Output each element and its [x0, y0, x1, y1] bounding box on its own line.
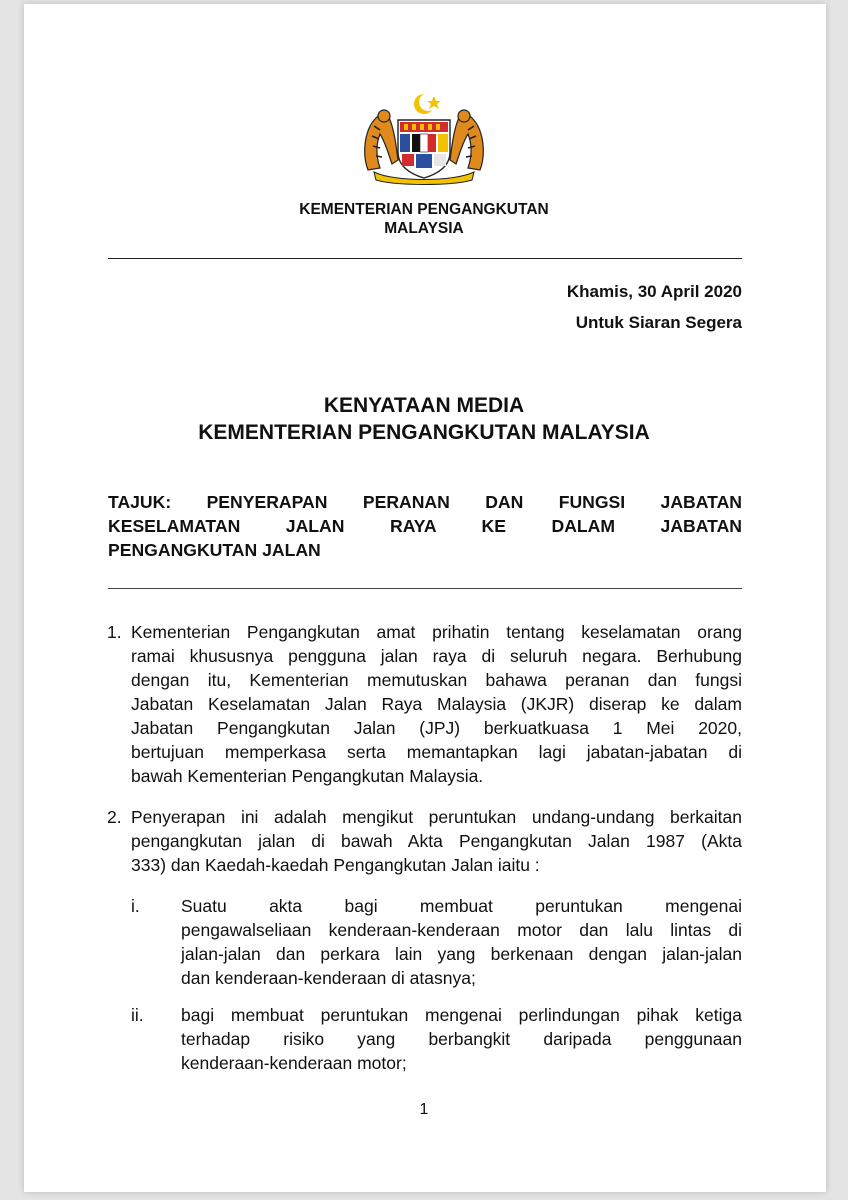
paragraph-line: Jabatan Keselamatan Jalan Raya Malaysia (JKJR) diserap ke dalam — [131, 694, 742, 714]
coat-of-arms-logo — [354, 90, 494, 186]
ministry-name-line2: MALAYSIA — [384, 220, 464, 237]
statement-heading-line2: KEMENTERIAN PENGANGKUTAN MALAYSIA — [198, 421, 650, 444]
subitem-line: kenderaan-kenderaan motor; — [181, 1053, 407, 1073]
paragraph-line: Penyerapan ini adalah mengikut peruntukan undang-undang berkaitan — [131, 807, 742, 827]
paragraph-line: bawah Kementerian Pengangkutan Malaysia. — [131, 766, 484, 786]
release-date: Khamis, 30 April 2020 — [566, 282, 742, 301]
ministry-name-line1: KEMENTERIAN PENGANGKUTAN — [299, 201, 549, 218]
paragraph-line: dengan itu, Kementerian memutuskan bahawa peranan dan fungsi — [131, 670, 742, 690]
paragraph-line: Jabatan Pengangkutan Jalan (JPJ) berkuatkuasa 1 Mei 2020, — [131, 718, 742, 738]
subject-title-line: KESELAMATAN JALAN RAYA KE DALAM JABATAN — [108, 516, 742, 536]
paragraph-line: ramai khususnya pengguna jalan raya di seluruh negara. Berhubung — [131, 646, 742, 666]
subitem-line: terhadap risiko yang berbangkit daripada penggunaan — [181, 1029, 742, 1049]
subitem-line: dan kenderaan-kenderaan di atasnya; — [181, 968, 476, 988]
page-number: 1 — [419, 1101, 429, 1118]
paragraph-number: 2. — [107, 807, 122, 827]
subject-title-line: TAJUK: PENYERAPAN PERANAN DAN FUNGSI JABATAN — [108, 492, 742, 512]
subitem-line: Suatu akta bagi membuat peruntukan mengenai — [181, 896, 742, 916]
subitem-line: pengawalseliaan kenderaan-kenderaan motor dan lalu lintas di — [181, 920, 742, 940]
subitem-number: ii. — [131, 1005, 144, 1025]
release-instruction: Untuk Siaran Segera — [575, 313, 742, 332]
subitem-number: i. — [131, 896, 140, 916]
subject-title-line: PENGANGKUTAN JALAN — [108, 540, 321, 560]
paragraph-line: bertujuan memperkasa serta memantapkan lagi jabatan-jabatan di — [131, 742, 742, 762]
title-divider — [108, 588, 742, 589]
paragraph-line: pengangkutan jalan di bawah Akta Pengangkutan Jalan 1987 (Akta — [131, 831, 742, 851]
header-divider — [108, 258, 742, 259]
paragraph-line: 333) dan Kaedah-kaedah Pengangkutan Jalan iaitu : — [131, 855, 540, 875]
subitem-line: jalan-jalan dan perkara lain yang berkenaan dengan jalan-jalan — [181, 944, 742, 964]
paragraph-number: 1. — [107, 622, 122, 642]
statement-heading-line1: KENYATAAN MEDIA — [323, 394, 525, 417]
subitem-line: bagi membuat peruntukan mengenai perlindungan pihak ketiga — [181, 1005, 742, 1025]
paragraph-line: Kementerian Pengangkutan amat prihatin tentang keselamatan orang — [131, 622, 742, 642]
